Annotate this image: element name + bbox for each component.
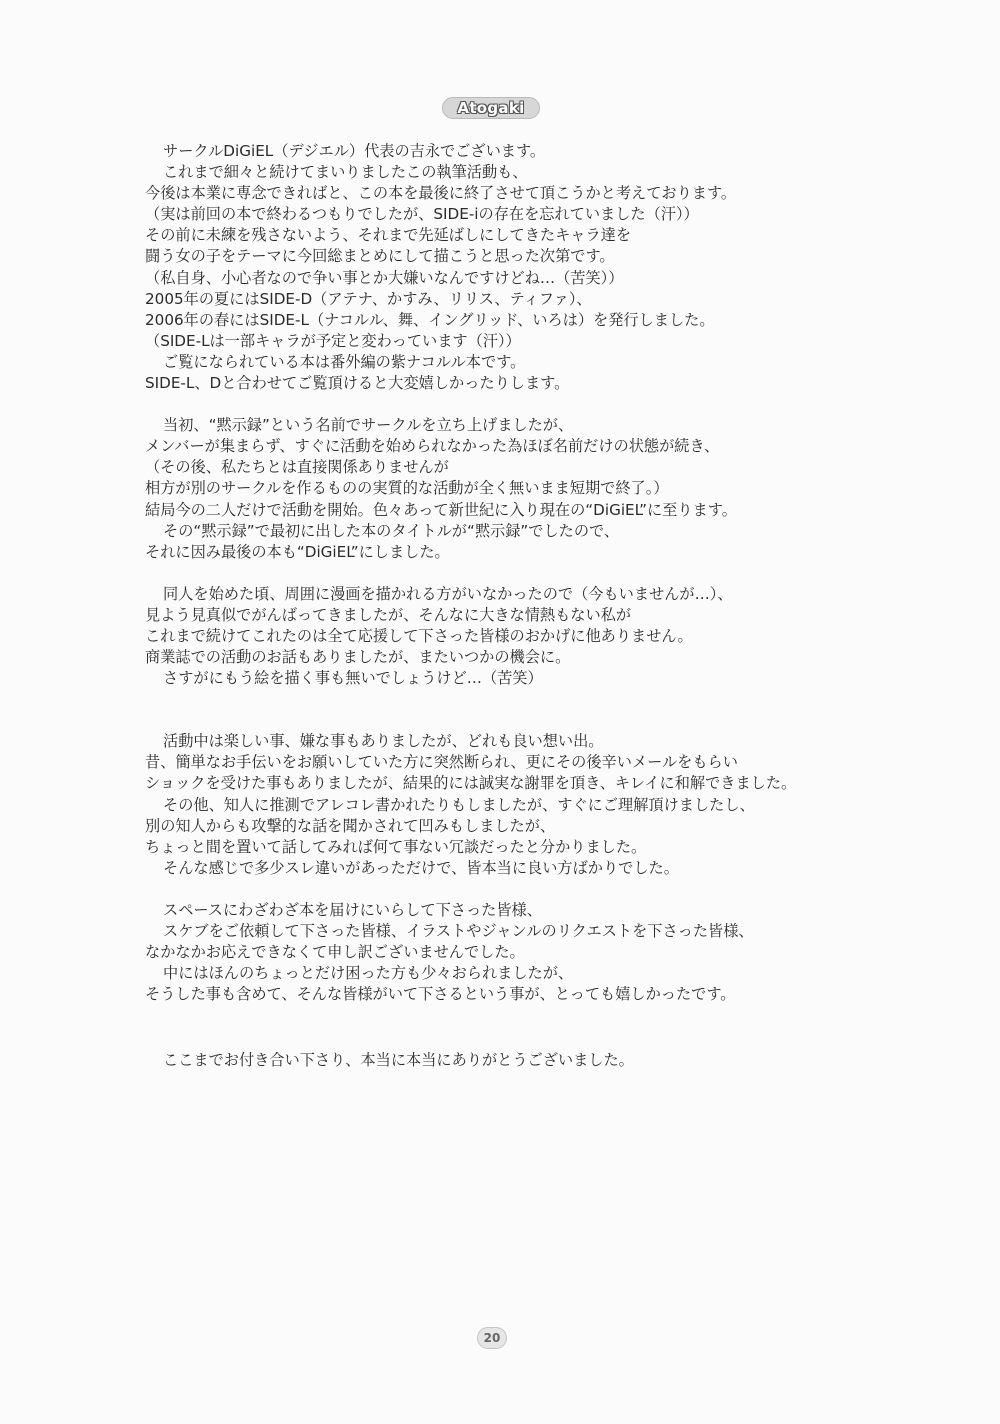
atogaki-title-badge — [442, 97, 540, 119]
text-line: SIDE-L、Dと合わせてご覧頂けると大変嬉しかったりします。 — [145, 374, 570, 393]
text-line: （SIDE-Lは一部キャラが予定と変わっています（汗）） — [145, 331, 521, 350]
page-title: Atogaki — [457, 99, 525, 117]
paragraph-5 — [145, 900, 865, 1005]
text-line: その他、知人に推測でアレコレ書かれたりもしましたが、すぐにご理解頂けましたし、 — [163, 795, 755, 814]
text-line: 別の知人からも攻撃的な話を聞かされて凹みもしましたが、 — [145, 816, 556, 835]
text-line: その“黙示録”で最初に出した本のタイトルが“黙示録”でしたので、 — [163, 521, 620, 540]
text-line: 結局今の二人だけで活動を開始。色々あって新世紀に入り現在の“DiGiEL”に至ります。 — [145, 500, 737, 519]
text-line: サークルDiGiEL（デジエル）代表の吉永でございます。 — [163, 142, 546, 160]
text-line: そんな感じで多少スレ違いがあっただけで、皆本当に良い方ばかりでした。 — [163, 858, 679, 877]
text-line: ご覧になられている本は番外編の紫ナコルル本です。 — [163, 352, 526, 371]
text-line: 2005年の夏にはSIDE-D（アテナ、かすみ、リリス、ティファ）、 — [145, 289, 592, 308]
text-line: （私自身、小心者なので争い事とか大嫌いなんですけどね…（苦笑）） — [145, 268, 624, 287]
paragraph-6 — [145, 1050, 865, 1071]
text-line: 今後は本業に専念できればと、この本を最後に終了させて頂こうかと考えております。 — [145, 184, 737, 203]
text-line: 商業誌での活動のお話もありましたが、またいつかの機会に。 — [145, 648, 571, 667]
text-line: そうした事も含めて、そんな皆様がいて下さるという事が、とっても嬉しかったです。 — [145, 985, 736, 1004]
text-line: ちょっと間を置いて話してみれば何て事ない冗談だったと分かりました。 — [145, 837, 647, 856]
text-line: これまで続けてこれたのは全て応援して下さった皆様のおかげに他ありません。 — [145, 626, 693, 645]
paragraph-1 — [145, 141, 865, 394]
page-number: 20 — [477, 1327, 507, 1349]
text-line: 闘う女の子をテーマに今回総まとめにして描こうと思った次第です。 — [145, 247, 615, 266]
text-line: これまで細々と続けてまいりましたこの執筆活動も、 — [163, 163, 528, 182]
paragraph-4 — [145, 731, 865, 879]
text-line: 見よう見真似でがんばってきましたが、そんなに大きな情熱もない私が — [145, 605, 631, 624]
text-line: ショックを受けた事もありましたが、結果的には誠実な謝罪を頂き、キレイに和解できました。 — [145, 774, 797, 793]
text-line: なかなかお応えできなくて申し訳ございませんでした。 — [145, 943, 525, 962]
text-line: （実は前回の本で終わるつもりでしたが、SIDE-iの存在を忘れていました（汗）） — [145, 205, 699, 224]
paragraph-3 — [145, 584, 865, 689]
paragraph-2 — [145, 415, 865, 563]
text-line: 昔、簡単なお手伝いをお願いしていた方に突然断られ、更にその後辛いメールをもらい — [145, 753, 738, 772]
text-line: 中にはほんのちょっとだけ困った方も少々おられましたが、 — [163, 964, 574, 983]
text-line: 相方が別のサークルを作るものの実質的な活動が全く無いまま短期で終了。） — [145, 479, 669, 498]
afterword-body — [145, 141, 865, 1071]
text-line: スペースにわざわざ本を届けにいらして下さった皆様、 — [163, 900, 542, 919]
text-line: さすがにもう絵を描く事も無いでしょうけど…（苦笑） — [163, 669, 543, 688]
text-line: その前に未練を残さないよう、それまで先延ばしにしてきたキャラ達を — [145, 226, 631, 245]
text-line: 活動中は楽しい事、嫌な事もありましたが、どれも良い想い出。 — [163, 732, 604, 751]
text-line: （その後、私たちとは直接関係ありませんが — [145, 458, 449, 477]
text-line: スケブをご依頼して下さった皆様、イラストやジャンルのリクエストを下さった皆様、 — [163, 922, 754, 940]
text-line: ここまでお付き合い下さり、本当に本当にありがとうございました。 — [163, 1051, 634, 1070]
text-line: 当初、“黙示録”という名前でサークルを立ち上げましたが、 — [163, 416, 574, 435]
text-line: 2006年の春にはSIDE-L（ナコルル、舞、イングリッド、いろは）を発行しました。 — [145, 310, 715, 329]
text-line: メンバーが集まらず、すぐに活動を始められなかった為ほぼ名前だけの状態が続き、 — [145, 437, 720, 456]
text-line: それに因み最後の本も“DiGiEL”にしました。 — [145, 542, 450, 561]
text-line: 同人を始めた頃、周囲に漫画を描かれる方がいなかったので（今もいませんが…）、 — [163, 584, 733, 603]
